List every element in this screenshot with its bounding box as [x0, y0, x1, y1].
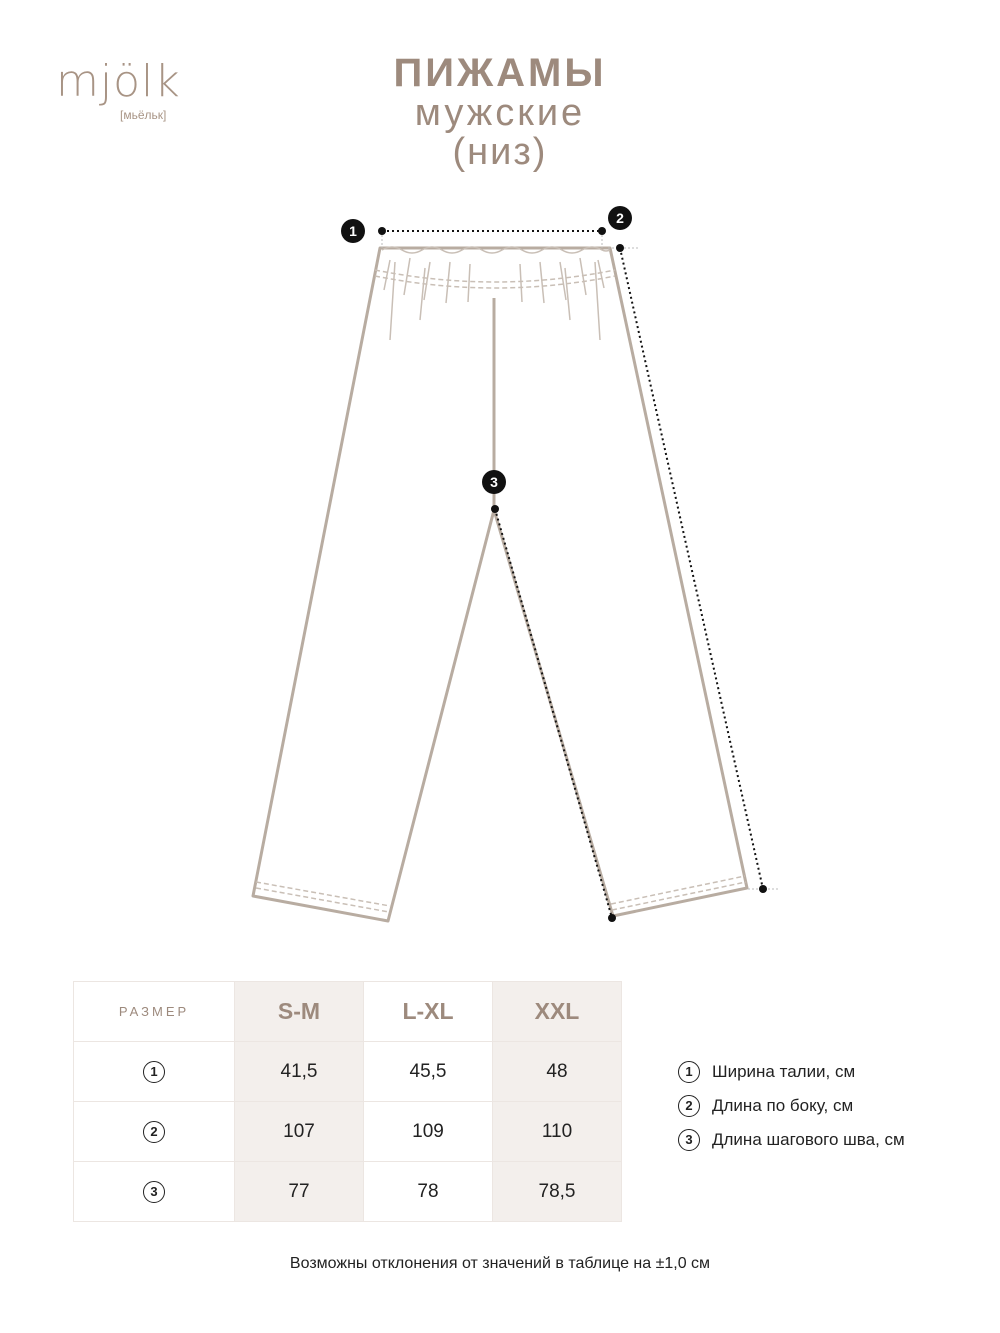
size-col-header: L-XL	[364, 982, 493, 1042]
title-line-1: ПИЖАМЫ	[393, 51, 607, 95]
table-cell: 109	[364, 1102, 493, 1162]
legend-item	[678, 1123, 905, 1157]
marker-badge: 3	[143, 1181, 165, 1203]
table-cell: 48	[493, 1042, 622, 1102]
table-row	[74, 1102, 622, 1162]
leg-hems	[256, 876, 746, 912]
marker-badge: 3	[678, 1129, 700, 1151]
row-marker	[74, 1162, 235, 1222]
table-cell: 77	[235, 1162, 364, 1222]
legend-text: Ширина талии, см	[712, 1062, 856, 1081]
size-col-header: XXL	[493, 982, 622, 1042]
marker-badge: 2	[678, 1095, 700, 1117]
table-cell: 78,5	[493, 1162, 622, 1222]
table-cell: 78	[364, 1162, 493, 1222]
measurement-legend	[678, 1055, 905, 1157]
measure-side	[608, 206, 780, 893]
title-line-2: мужские	[414, 92, 586, 134]
brand-transcription: [мьёльк]	[120, 108, 167, 122]
table-row	[74, 1042, 622, 1102]
table-cell: 107	[235, 1102, 364, 1162]
marker-badge: 1	[678, 1061, 700, 1083]
legend-text: Длина по боку, см	[712, 1096, 854, 1115]
table-header-row	[74, 982, 622, 1042]
tolerance-footnote: Возможны отклонения от значений в таблице на ±1,0 см	[289, 1255, 711, 1272]
marker-1-label: 1	[349, 223, 357, 239]
title-line-3: (низ)	[452, 131, 548, 173]
legend-item	[678, 1089, 905, 1123]
table-cell: 45,5	[364, 1042, 493, 1102]
table-cell: 41,5	[235, 1042, 364, 1102]
legend-text: Длина шагового шва, см	[712, 1130, 905, 1149]
row-marker	[74, 1102, 235, 1162]
marker-badge: 1	[143, 1061, 165, 1083]
marker-3-label: 3	[490, 474, 498, 490]
size-col-header: S-M	[235, 982, 364, 1042]
row-marker	[74, 1042, 235, 1102]
size-table	[73, 981, 622, 1222]
marker-2-label: 2	[616, 210, 624, 226]
size-header-label: РАЗМЕР	[74, 982, 235, 1042]
legend-item	[678, 1055, 905, 1089]
table-row	[74, 1162, 622, 1222]
measure-waist	[341, 219, 606, 248]
pants-outline	[253, 248, 747, 921]
brand-name: mjölk	[56, 56, 181, 107]
marker-badge: 2	[143, 1121, 165, 1143]
table-cell: 110	[493, 1102, 622, 1162]
